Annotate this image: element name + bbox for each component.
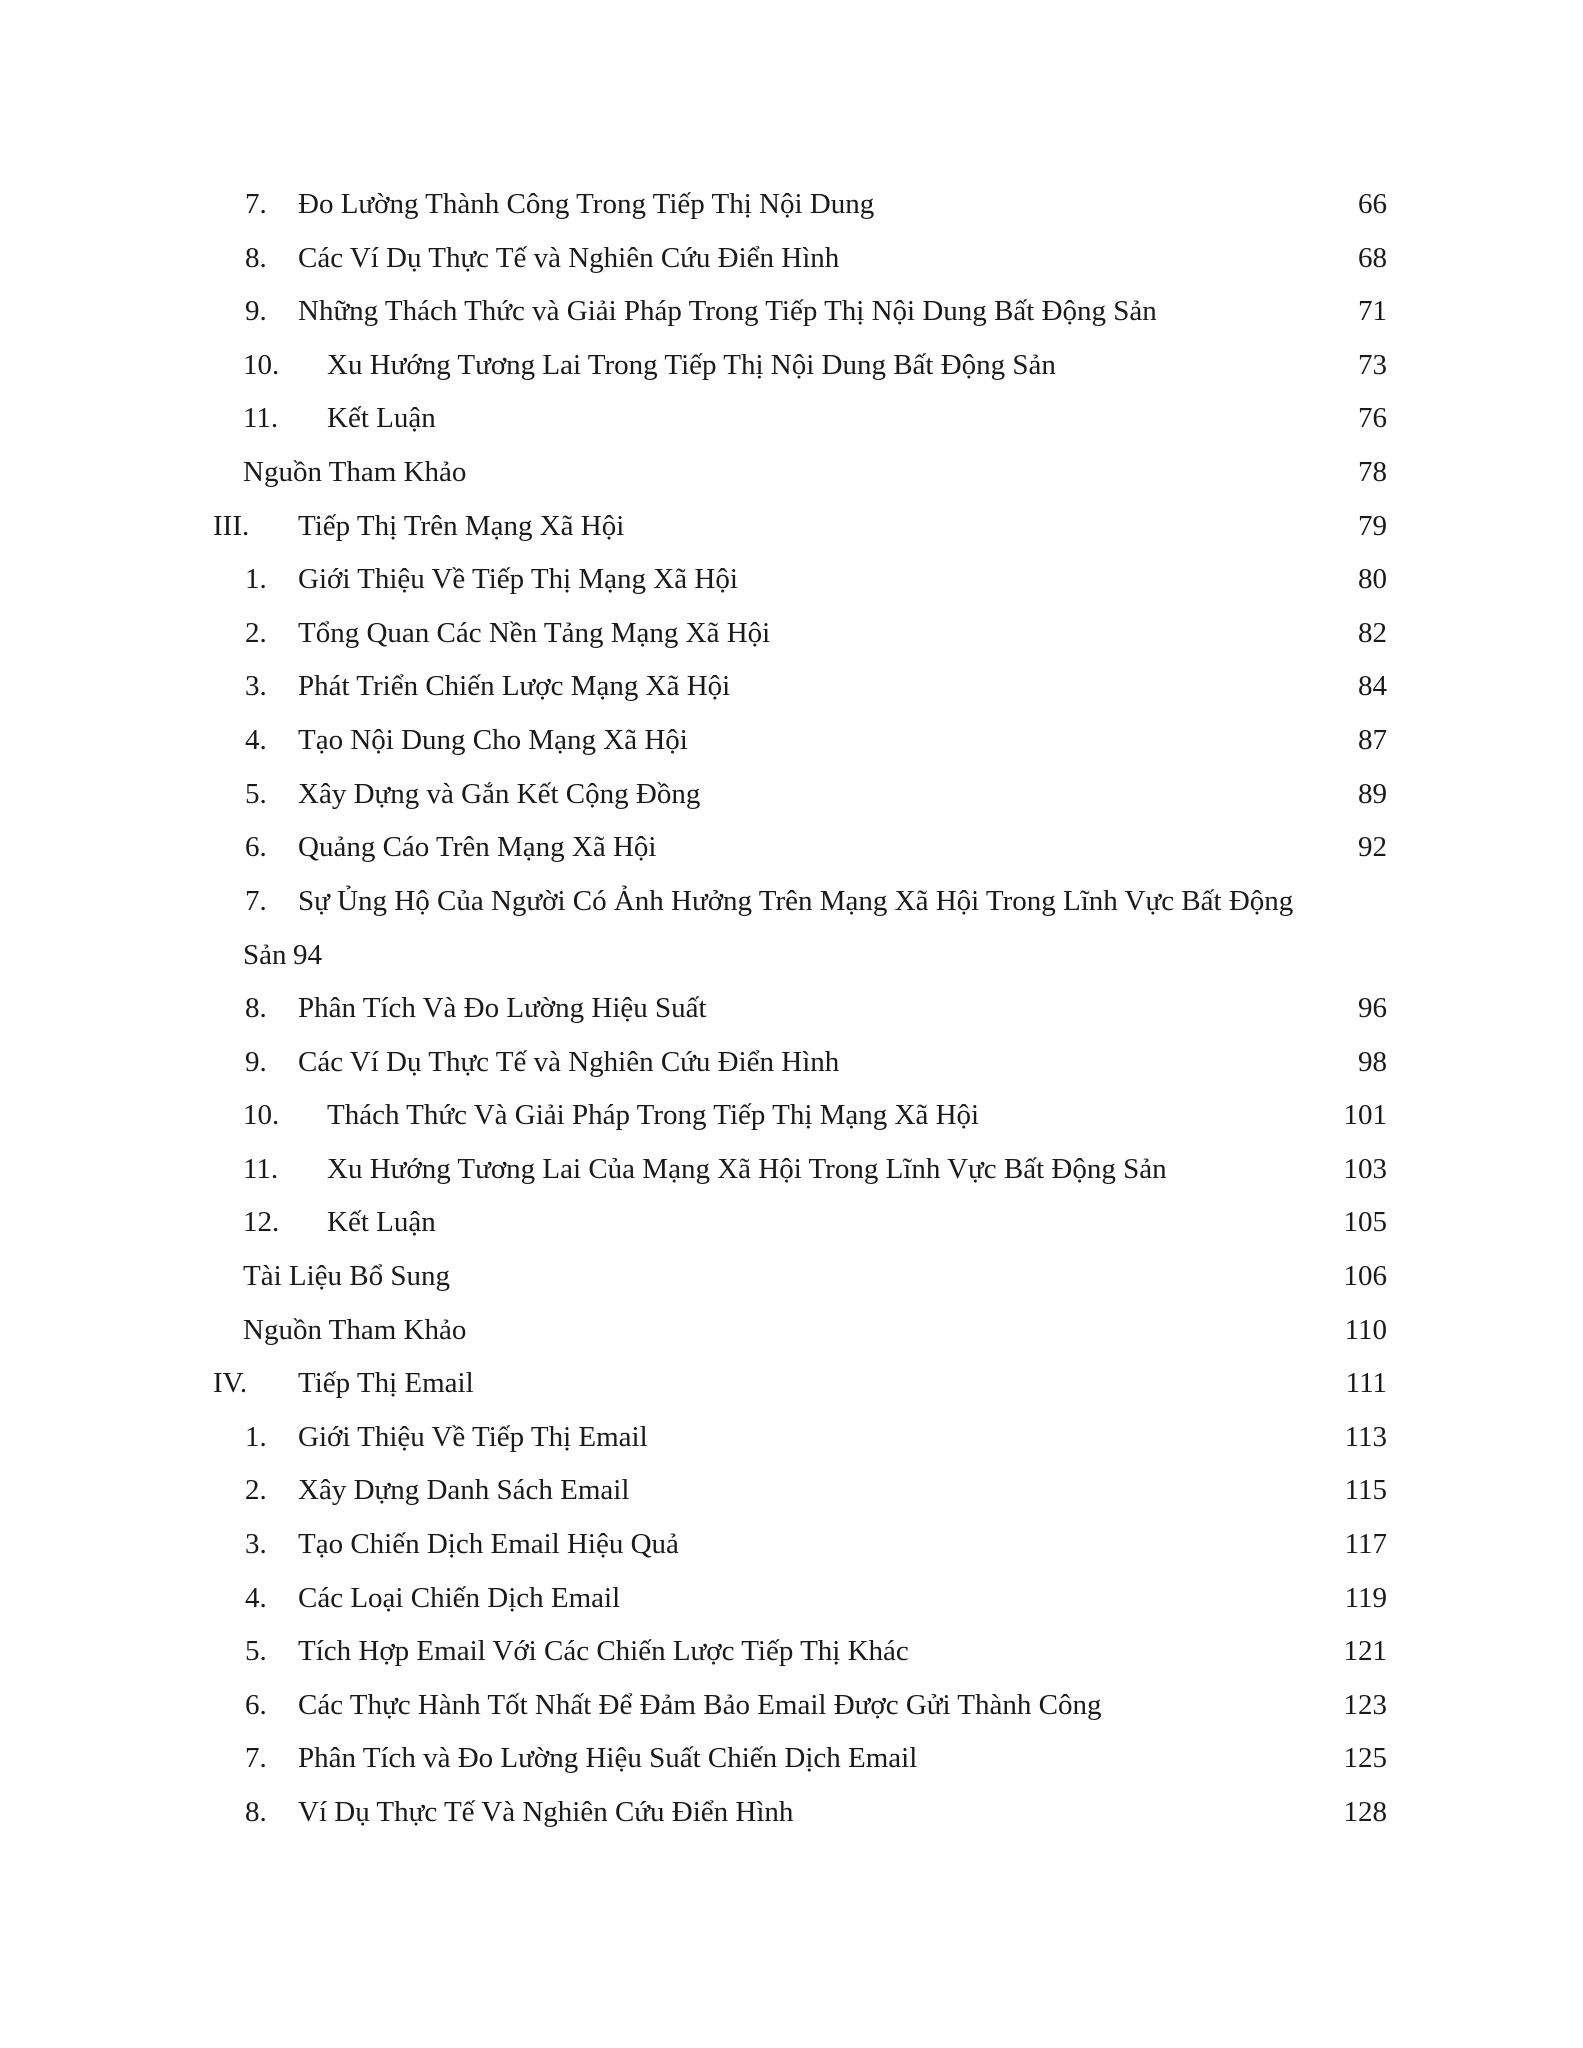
toc-entry-title: Đo Lường Thành Công Trong Tiếp Thị Nội Dung xyxy=(298,188,875,220)
toc-entry-title: Quảng Cáo Trên Mạng Xã Hội xyxy=(298,831,657,864)
toc-entry-page-number: 103 xyxy=(1343,1152,1387,1185)
toc-entry-title: Các Ví Dụ Thực Tế và Nghiên Cứu Điển Hình xyxy=(298,1045,840,1078)
toc-entry-title: Xây Dựng và Gắn Kết Cộng Đồng xyxy=(298,777,701,810)
toc-entry-number: 7. xyxy=(245,884,267,917)
toc-entry-number: 12. xyxy=(243,1206,280,1239)
toc-entry-title: Kết Luận xyxy=(327,1206,436,1239)
toc-entry[interactable] xyxy=(0,499,1583,553)
toc-entry-page-number: 101 xyxy=(1343,1099,1387,1132)
toc-entry-title: Tạo Nội Dung Cho Mạng Xã Hội xyxy=(298,724,688,756)
toc-entry[interactable] xyxy=(0,1088,1583,1142)
toc-entry-page-number: 82 xyxy=(1358,616,1387,649)
toc-entry-number: 6. xyxy=(245,1688,267,1721)
toc-entry-page-number: 98 xyxy=(1358,1045,1387,1078)
toc-entry-page-number: 92 xyxy=(1358,831,1387,864)
toc-entry-title: Giới Thiệu Về Tiếp Thị Email xyxy=(298,1420,648,1453)
toc-entry-page-number: 125 xyxy=(1343,1742,1387,1775)
toc-entry-number: 3. xyxy=(245,670,267,703)
toc-entry-page-number: 76 xyxy=(1358,402,1387,435)
toc-entry[interactable] xyxy=(0,338,1583,392)
toc-entry-title: Phân Tích và Đo Lường Hiệu Suất Chiến Dịch Email xyxy=(298,1742,918,1775)
toc-entry[interactable] xyxy=(0,1624,1583,1678)
toc-entry-title: Ví Dụ Thực Tế Và Nghiên Cứu Điển Hình xyxy=(298,1796,794,1828)
toc-entry-number: 4. xyxy=(245,1581,267,1614)
toc-entry-title: Tiếp Thị Trên Mạng Xã Hội xyxy=(298,509,625,542)
toc-entry-title: Các Thực Hành Tốt Nhất Để Đảm Bảo Email Được Gửi Thành Công xyxy=(298,1688,1102,1721)
toc-entry-page-number: 123 xyxy=(1343,1688,1387,1721)
toc-entry-page-number: 110 xyxy=(1344,1313,1387,1346)
toc-entry-number: 1. xyxy=(245,563,267,596)
toc-entry-title: Nguồn Tham Khảo xyxy=(243,456,467,488)
toc-entry-page-number: 111 xyxy=(1345,1367,1387,1400)
toc-entry-page-number: 119 xyxy=(1344,1581,1387,1614)
toc-entry-title: Phát Triển Chiến Lược Mạng Xã Hội xyxy=(298,670,731,703)
toc-entry-number: 4. xyxy=(245,724,267,756)
toc-entry-number: 10. xyxy=(243,1099,280,1132)
toc-entry[interactable] xyxy=(0,1249,1583,1303)
toc-entry-title: Thách Thức Và Giải Pháp Trong Tiếp Thị Mạng Xã Hội xyxy=(327,1099,980,1132)
toc-entry[interactable] xyxy=(0,177,1583,231)
toc-entry-title: Xu Hướng Tương Lai Trong Tiếp Thị Nội Dung Bất Động Sản xyxy=(327,348,1056,381)
toc-entry-title: Giới Thiệu Về Tiếp Thị Mạng Xã Hội xyxy=(298,563,738,596)
toc-entry-number: 8. xyxy=(245,992,267,1024)
toc-entry-title-continuation: Sản xyxy=(243,938,287,971)
toc-entry[interactable] xyxy=(0,1731,1583,1785)
toc-entry-page-number: 80 xyxy=(1358,563,1387,596)
toc-entry-page-number: 121 xyxy=(1343,1635,1387,1668)
toc-entry-title: Tạo Chiến Dịch Email Hiệu Quả xyxy=(298,1528,679,1560)
toc-entry[interactable] xyxy=(0,820,1583,874)
toc-entry-page-number: 87 xyxy=(1358,724,1387,756)
toc-entry-number: 8. xyxy=(245,241,267,274)
toc-entry-number: 5. xyxy=(245,777,267,810)
toc-entry-page-number: 105 xyxy=(1343,1206,1387,1239)
toc-entry-page-number: 113 xyxy=(1344,1420,1387,1453)
toc-entry-title: Phân Tích Và Đo Lường Hiệu Suất xyxy=(298,992,707,1024)
toc-entry-number: 7. xyxy=(245,188,267,220)
toc-entry[interactable] xyxy=(0,552,1583,606)
toc-entry[interactable] xyxy=(0,606,1583,660)
toc-entry[interactable] xyxy=(0,1195,1583,1249)
toc-entry-page-number: 128 xyxy=(1343,1796,1387,1828)
toc-entry-title: Tiếp Thị Email xyxy=(298,1367,474,1400)
toc-entry-page-number: 68 xyxy=(1358,241,1387,274)
toc-entry[interactable] xyxy=(0,1785,1583,1839)
toc-entry[interactable] xyxy=(0,231,1583,285)
toc-entry-number: 10. xyxy=(243,348,280,381)
toc-entry-page-number: 106 xyxy=(1343,1260,1387,1292)
toc-entry-page-number: 96 xyxy=(1358,992,1387,1024)
toc-entry-number: 9. xyxy=(245,295,267,328)
toc-entry[interactable] xyxy=(0,713,1583,767)
toc-entry[interactable] xyxy=(0,981,1583,1035)
toc-entry-page-number: 89 xyxy=(1358,777,1387,810)
toc-entry-title: Các Ví Dụ Thực Tế và Nghiên Cứu Điển Hình xyxy=(298,241,840,274)
toc-entry[interactable] xyxy=(0,1517,1583,1571)
toc-entry[interactable] xyxy=(0,284,1583,338)
toc-entry-number: 11. xyxy=(243,402,279,435)
toc-entry[interactable] xyxy=(0,874,1583,982)
toc-entry-number: 11. xyxy=(243,1152,279,1185)
toc-entry[interactable] xyxy=(0,1303,1583,1357)
toc-entry-page-number: 79 xyxy=(1358,509,1387,542)
toc-entry-title: Nguồn Tham Khảo xyxy=(243,1313,467,1346)
toc-entry[interactable] xyxy=(0,1571,1583,1625)
toc-entry-number: IV. xyxy=(213,1367,248,1400)
toc-entry[interactable] xyxy=(0,391,1583,445)
toc-entry[interactable] xyxy=(0,1035,1583,1089)
toc-entry-title: Tài Liệu Bổ Sung xyxy=(243,1260,451,1292)
toc-entry-number: 6. xyxy=(245,831,267,864)
toc-entry[interactable] xyxy=(0,1142,1583,1196)
toc-entry-page-number: 117 xyxy=(1344,1528,1387,1560)
toc-entry-page-number: 94 xyxy=(293,938,322,971)
toc-entry-title: Sự Ủng Hộ Của Người Có Ảnh Hưởng Trên Mạng Xã Hội Trong Lĩnh Vực Bất Động xyxy=(298,884,1294,917)
toc-entry-page-number: 71 xyxy=(1358,295,1387,328)
toc-entry-number: III. xyxy=(213,509,250,542)
toc-entry[interactable] xyxy=(0,1410,1583,1464)
toc-entry-title: Tổng Quan Các Nền Tảng Mạng Xã Hội xyxy=(298,616,771,649)
toc-entry-page-number: 84 xyxy=(1358,670,1387,703)
toc-entry[interactable] xyxy=(0,767,1583,821)
toc-entry-page-number: 78 xyxy=(1358,456,1387,488)
toc-entry-page-number: 115 xyxy=(1344,1474,1387,1507)
toc-entry[interactable] xyxy=(0,1463,1583,1517)
toc-entry-number: 2. xyxy=(245,616,267,649)
toc-entry-title: Xây Dựng Danh Sách Email xyxy=(298,1474,630,1507)
toc-entry-number: 3. xyxy=(245,1528,267,1560)
toc-entry-number: 9. xyxy=(245,1045,267,1078)
toc-entry-number: 1. xyxy=(245,1420,267,1453)
toc-entry-number: 2. xyxy=(245,1474,267,1507)
toc-entry[interactable] xyxy=(0,659,1583,713)
toc-entry-page-number: 73 xyxy=(1358,348,1387,381)
toc-entry-number: 8. xyxy=(245,1796,267,1828)
toc-entry-page-number: 66 xyxy=(1358,188,1387,220)
toc-entry-title: Những Thách Thức và Giải Pháp Trong Tiếp Thị Nội Dung Bất Động Sản xyxy=(298,295,1157,328)
toc-entry-number: 7. xyxy=(245,1742,267,1775)
toc-entry-title: Các Loại Chiến Dịch Email xyxy=(298,1581,621,1614)
toc-entry-title: Tích Hợp Email Với Các Chiến Lược Tiếp Thị Khác xyxy=(298,1635,909,1668)
toc-entry-title: Xu Hướng Tương Lai Của Mạng Xã Hội Trong Lĩnh Vực Bất Động Sản xyxy=(327,1152,1167,1185)
toc-entry[interactable] xyxy=(0,1678,1583,1732)
toc-entry-title: Kết Luận xyxy=(327,402,436,435)
toc-entry-number: 5. xyxy=(245,1635,267,1668)
toc-entry[interactable] xyxy=(0,1356,1583,1410)
toc-entry[interactable] xyxy=(0,445,1583,499)
